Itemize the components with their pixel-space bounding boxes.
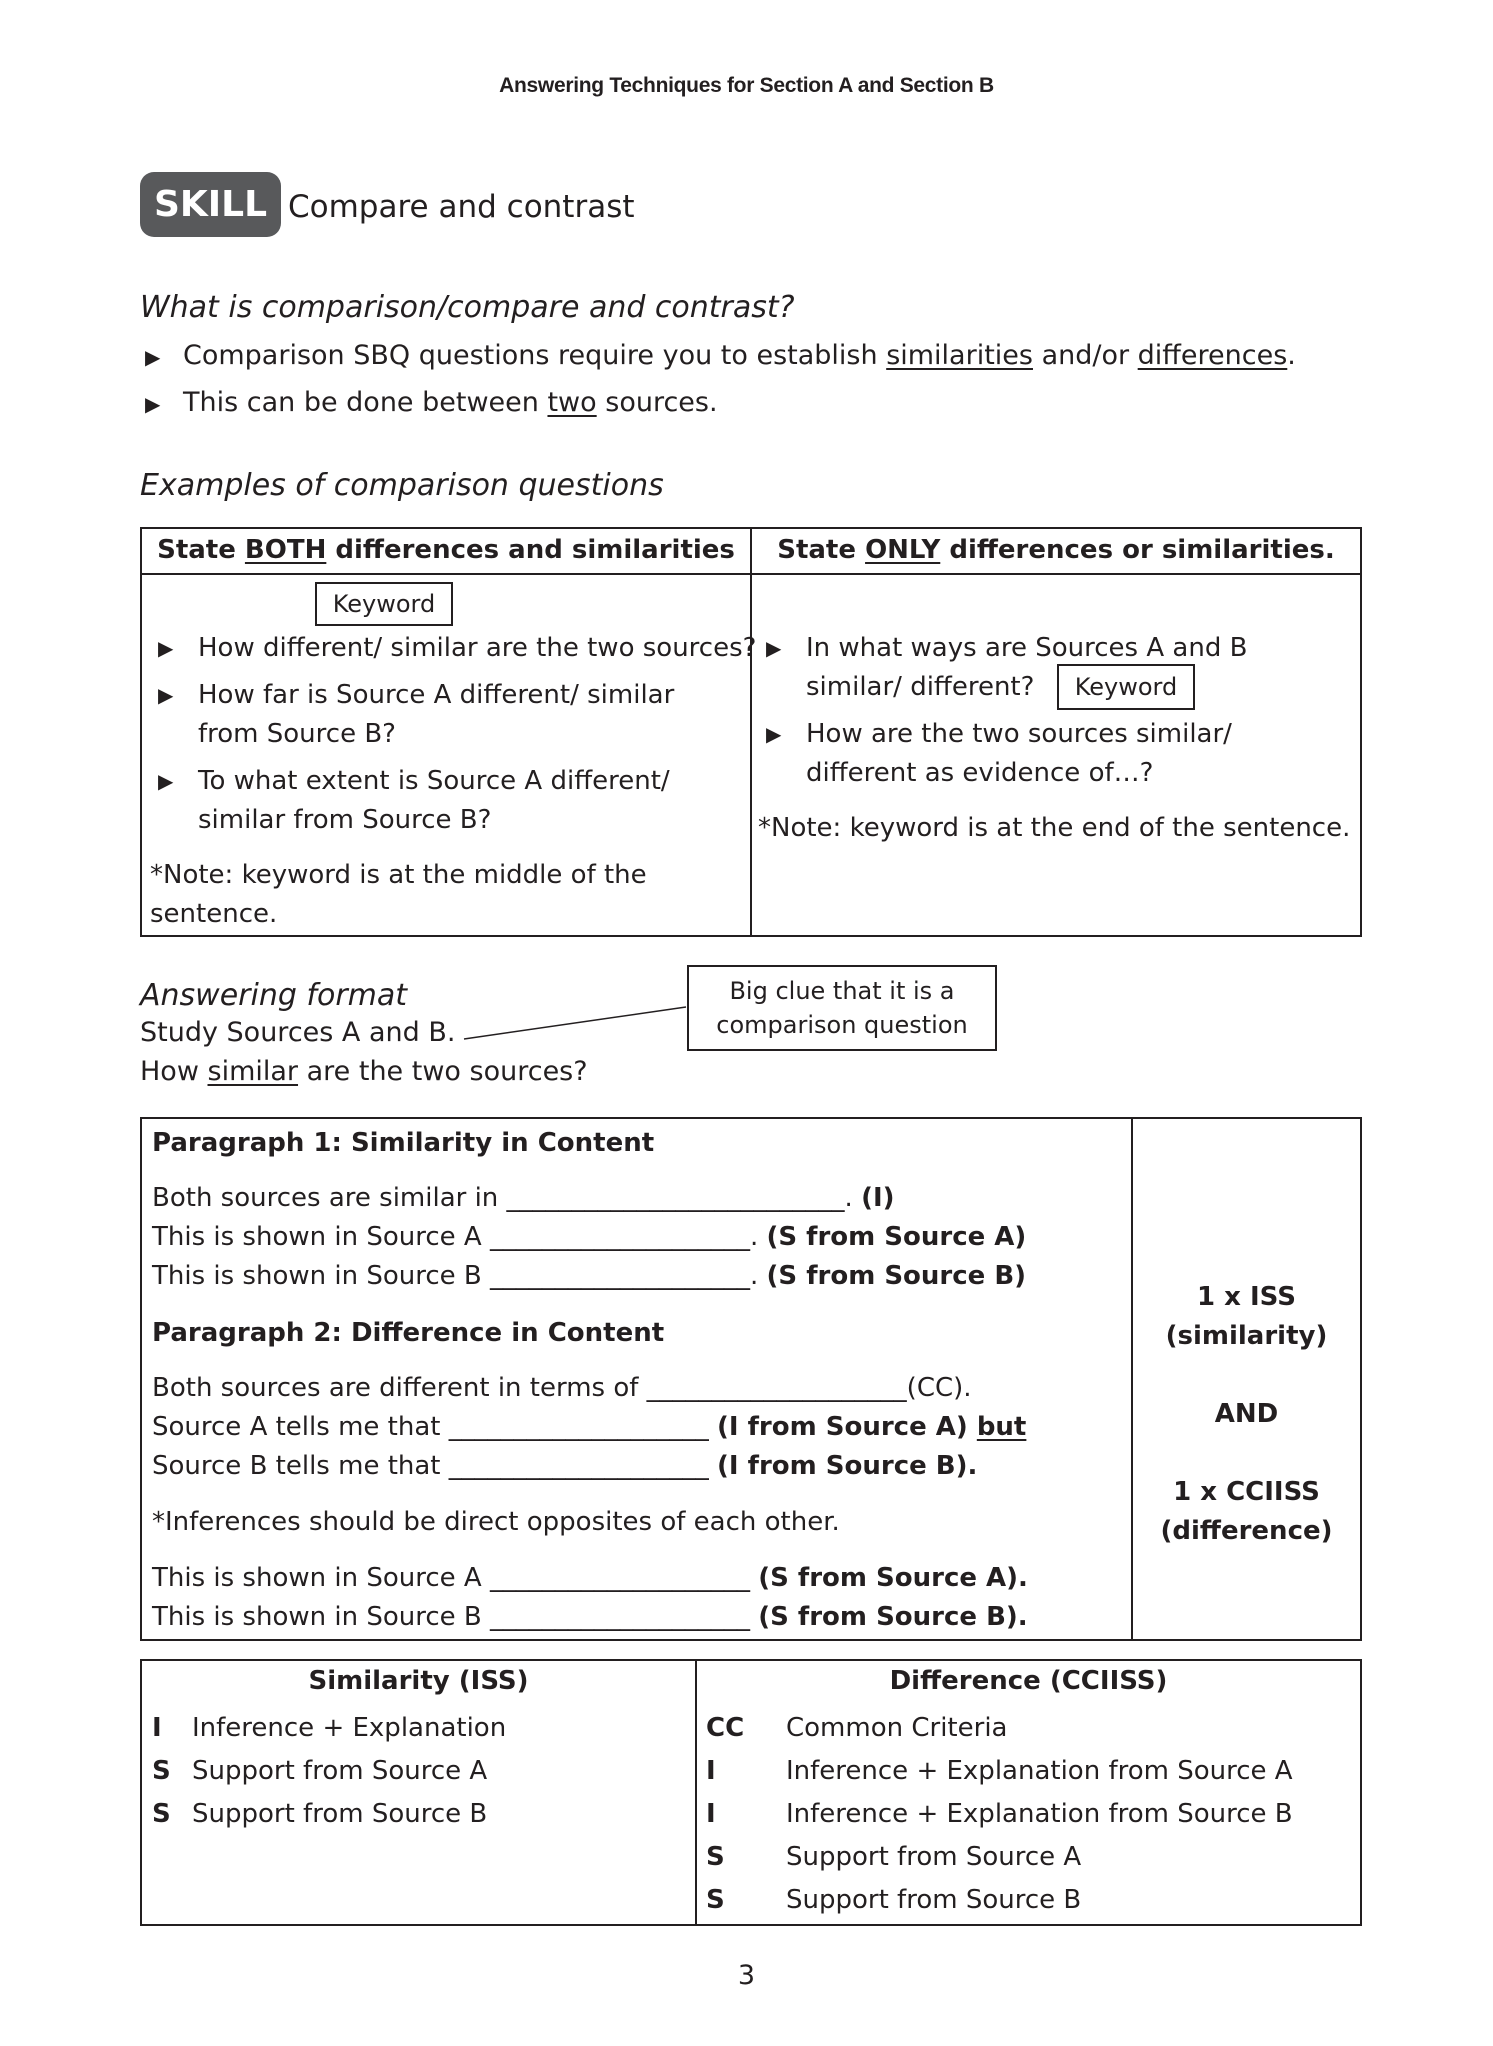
inference-note: *Inferences should be direct opposites of each other.	[152, 1507, 840, 1537]
similarity-header: Similarity (ISS)	[308, 1666, 529, 1696]
difference-row: I Inference + Explanation from Source B	[706, 1799, 1293, 1829]
p2-line-3: Source B tells me that ____________________ (I from Source B).	[152, 1451, 978, 1481]
left-note-line-1: *Note: keyword is at the middle of the	[150, 860, 647, 890]
paragraph-1-heading: Paragraph 1: Similarity in Content	[152, 1128, 655, 1158]
left-item-3: ▶ To what extent is Source A different/	[158, 761, 670, 801]
left-item-3-cont: similar from Source B?	[198, 805, 492, 835]
p1-line-1: Both sources are similar in __________________________. (I)	[152, 1183, 895, 1213]
triangle-bullet-icon: ▶	[158, 683, 174, 707]
answering-format-line-1: Study Sources A and B.	[140, 1017, 456, 1048]
keyword-label-box: Keyword	[315, 582, 453, 626]
legend-table-column-divider	[695, 1659, 697, 1926]
right-note: *Note: keyword is at the end of the sentence.	[758, 813, 1351, 843]
p2-line-1: Both sources are different in terms of ____________________(CC).	[152, 1373, 972, 1403]
examples-heading: Examples of comparison questions	[140, 468, 664, 503]
page-number: 3	[737, 1960, 756, 1991]
callout-pointer-line	[460, 995, 690, 1045]
examples-right-header: State ONLY differences or similarities.	[777, 535, 1335, 565]
skill-title: Compare and contrast	[288, 189, 635, 225]
callout-box: Big clue that it is a comparison question	[687, 965, 997, 1051]
p1-line-3: This is shown in Source B ____________________. (S from Source B)	[152, 1261, 1027, 1291]
right-item-2: ▶ How are the two sources similar/	[766, 714, 1232, 754]
skill-badge: SKILL	[140, 172, 281, 237]
similarity-row: S Support from Source A	[152, 1756, 488, 1786]
difference-row: CC Common Criteria	[706, 1713, 1008, 1743]
left-item-2-cont: from Source B?	[198, 719, 396, 749]
paragraph-2-heading: Paragraph 2: Difference in Content	[152, 1318, 665, 1348]
left-item-1: ▶ How different/ similar are the two sources?	[158, 628, 756, 668]
what-is-heading: What is comparison/compare and contrast?	[140, 290, 795, 325]
p2-line-2: Source A tells me that ____________________ (I from Source A) but	[152, 1412, 1027, 1442]
triangle-bullet-icon: ▶	[145, 392, 161, 416]
triangle-bullet-icon: ▶	[145, 345, 161, 369]
left-item-2: ▶ How far is Source A different/ similar	[158, 675, 674, 715]
answering-format-heading: Answering format	[140, 978, 408, 1013]
difference-row: I Inference + Explanation from Source A	[706, 1756, 1293, 1786]
difference-row: S Support from Source B	[706, 1885, 1082, 1915]
examples-left-header: State BOTH differences and similarities	[157, 535, 735, 565]
what-is-bullet-2: ▶ This can be done between two sources.	[145, 387, 718, 418]
p2-support-2: This is shown in Source B ____________________ (S from Source B).	[152, 1602, 1028, 1632]
difference-row: S Support from Source A	[706, 1842, 1082, 1872]
examples-table-column-divider	[750, 527, 752, 937]
triangle-bullet-icon: ▶	[766, 722, 782, 746]
right-item-2-cont: different as evidence of…?	[806, 758, 1154, 788]
p1-line-2: This is shown in Source A ____________________. (S from Source A)	[152, 1222, 1027, 1252]
what-is-bullet-1: ▶ Comparison SBQ questions require you to establish similarities and/or differences.	[145, 340, 1296, 371]
format-side-summary: 1 x ISS (similarity) AND 1 x CCIISS (difference)	[1160, 1282, 1333, 1546]
similarity-row: I Inference + Explanation	[152, 1713, 507, 1743]
right-item-1-cont: similar/ different?	[806, 672, 1035, 702]
similarity-row: S Support from Source B	[152, 1799, 488, 1829]
p2-support-1: This is shown in Source A ____________________ (S from Source A).	[152, 1563, 1028, 1593]
triangle-bullet-icon: ▶	[766, 636, 782, 660]
difference-header: Difference (CCIISS)	[889, 1666, 1168, 1696]
left-note-line-2: sentence.	[150, 899, 278, 929]
keyword-label-box: Keyword	[1057, 664, 1195, 710]
right-item-1: ▶ In what ways are Sources A and B	[766, 628, 1247, 668]
running-head: Answering Techniques for Section A and Section B	[499, 74, 994, 97]
triangle-bullet-icon: ▶	[158, 636, 174, 660]
answering-format-line-2: How similar are the two sources?	[140, 1056, 588, 1087]
triangle-bullet-icon: ▶	[158, 769, 174, 793]
